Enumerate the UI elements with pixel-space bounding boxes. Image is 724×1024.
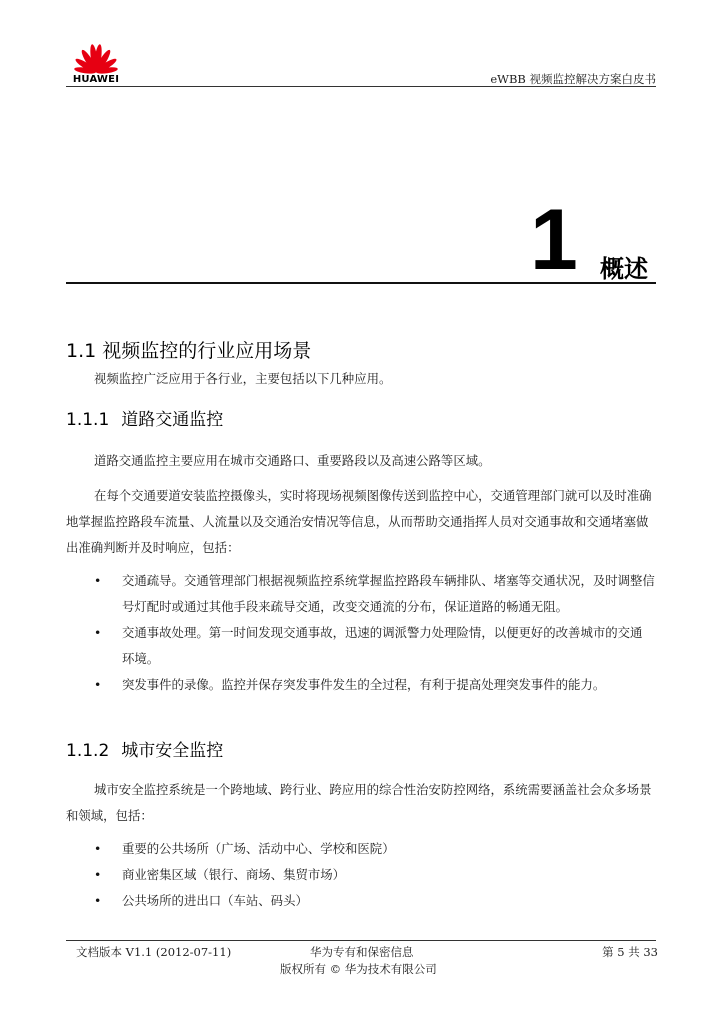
huawei-petals-icon	[66, 38, 126, 74]
bullet-marker: •	[94, 625, 102, 640]
section-1-1-1-para2: 在每个交通要道安装监控摄像头，实时将现场视频图像传送到监控中心，交通管理部门就可以及时准确地掌握监控路段车流量、人流量以及交通治安情况等信息，从而帮助交通指挥人员对交通事故和交通堵塞做出准确判断并及时响应，包括：	[66, 488, 652, 555]
bullet-marker: •	[94, 893, 102, 908]
section-title: 道路交通监控	[121, 410, 224, 430]
list-item: 交通疏导。交通管理部门根据视频监控系统掌握监控路段车辆排队、堵塞等交通状况，及时调整信号灯配时或通过其他手段来疏导交通，改变交通流的分布，保证道路的畅通无阻。	[122, 573, 655, 614]
chapter-title: 概述	[600, 255, 648, 283]
footer-divider	[66, 940, 656, 941]
footer-version: 文档版本 V1.1 (2012-07-11)	[76, 945, 232, 959]
bullet-marker: •	[94, 573, 102, 588]
list-item: 公共场所的进出口（车站、码头）	[122, 893, 308, 908]
chapter-divider	[66, 282, 656, 284]
section-heading-1-1-1	[66, 405, 223, 430]
section-1-1-intro: 视频监控广泛应用于各行业，主要包括以下几种应用。	[94, 371, 392, 386]
section-heading-1-1-2	[66, 736, 223, 761]
bullet-marker: •	[94, 677, 102, 692]
section-heading-1-1: 1.1 视频监控的行业应用场景	[66, 340, 312, 362]
section-number: 1.1.1	[66, 410, 110, 430]
document-title: eWBB 视频监控解决方案白皮书	[490, 72, 656, 86]
chapter-number: 1	[530, 192, 578, 288]
huawei-logo	[66, 38, 126, 86]
list-item: 突发事件的录像。监控并保存突发事件发生的全过程，有利于提高处理突发事件的能力。	[122, 677, 606, 692]
bullet-marker: •	[94, 867, 102, 882]
list-item: 重要的公共场所（广场、活动中心、学校和医院）	[122, 841, 395, 856]
header-divider	[66, 86, 656, 87]
list-item: 交通事故处理。第一时间发现交通事故，迅速的调派警力处理险情，以便更好的改善城市的交通环境。	[122, 625, 643, 666]
section-title: 城市安全监控	[121, 741, 224, 761]
logo-wordmark: HUAWEI	[72, 74, 120, 85]
bullet-marker: •	[94, 841, 102, 856]
section-1-1-1-para1: 道路交通监控主要应用在城市交通路口、重要路段以及高速公路等区域。	[94, 453, 491, 468]
footer-copyright: 版权所有 © 华为技术有限公司	[280, 962, 437, 976]
list-item: 商业密集区域（银行、商场、集贸市场）	[122, 867, 346, 882]
section-number: 1.1.2	[66, 741, 110, 761]
section-1-1-2-para1: 城市安全监控系统是一个跨地域、跨行业、跨应用的综合性治安防控网络，系统需要涵盖社会众多场景和领域，包括：	[66, 782, 652, 823]
footer-confidential: 华为专有和保密信息	[310, 945, 414, 959]
footer-page-number: 第 5 共 33	[602, 945, 658, 959]
